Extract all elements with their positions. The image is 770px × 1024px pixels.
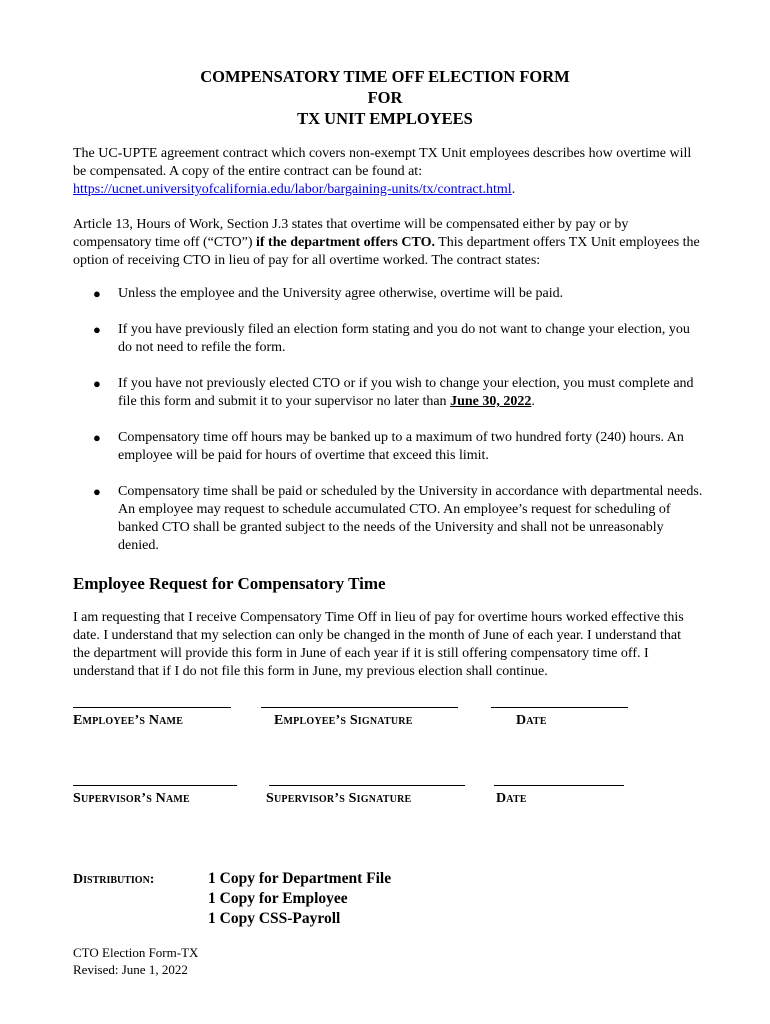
list-item: [73, 429, 703, 465]
title-line-2: FOR: [367, 88, 403, 107]
list-item-text: If you have previously filed an election form stating and you do not want to change your election, you do not need to refile the form.: [118, 322, 690, 355]
list-item: [73, 321, 703, 357]
bullet-icon: ●: [93, 484, 101, 499]
article-text-before: Article 13, Hours of Work, Section J.3 states that overtime will be compensated either by pay or by compensatory time off (“CTO”): [73, 217, 629, 250]
employee-signature-label: Employee’s Signature: [274, 713, 413, 728]
footer-form-name: CTO Election Form-TX: [73, 945, 199, 960]
deadline-date: June 30, 2022: [450, 394, 532, 409]
list-item: 1 Copy CSS-Payroll: [208, 910, 341, 927]
document-page: [73, 66, 703, 949]
bullet-icon: ●: [93, 376, 101, 391]
footer-revised-date: Revised: June 1, 2022: [73, 962, 188, 977]
employee-signature-line[interactable]: [261, 707, 458, 708]
article-paragraph: [73, 216, 703, 270]
intro-text: The UC-UPTE agreement contract which covers non-exempt TX Unit employees describes how overtime will be compensated. A copy of the entire contract can be found at:: [73, 146, 692, 179]
bullet-icon: ●: [93, 430, 101, 445]
supervisor-name-line[interactable]: [73, 785, 237, 786]
list-item-text: Compensatory time shall be paid or scheduled by the University in accordance with departmental needs. An employee may request to schedule accumulated CTO. An employee’s request for scheduling of banked CTO shall be granted subject to the needs of the University and shall not be unreasonably denied.: [118, 484, 703, 553]
supervisor-signature-label: Supervisor’s Signature: [266, 791, 412, 806]
employee-name-line[interactable]: [73, 707, 231, 708]
supervisor-date-line[interactable]: [494, 785, 624, 786]
list-item-text: Compensatory time off hours may be banked up to a maximum of two hundred forty (240) hours. An employee will be paid for hours of overtime that exceed this limit.: [118, 430, 684, 463]
request-paragraph: I am requesting that I receive Compensatory Time Off in lieu of pay for overtime hours worked effective this date. I understand that my selection can only be changed in the month of June of each year. I understand that the department will provide this form in June of each year if it is still offering compensatory time off. I understand that if I do not file this form in June, my previous election shall continue.: [73, 610, 684, 679]
title-line-3: TX UNIT EMPLOYEES: [297, 109, 473, 128]
list-item-text: If you have not previously elected CTO or if you wish to change your election, you must complete and file this form and submit it to your supervisor no later than: [118, 376, 694, 409]
distribution-label: Distribution:: [73, 872, 155, 887]
request-heading: Employee Request for Compensatory Time: [73, 574, 386, 593]
employee-signature-row: [73, 707, 703, 787]
list-item: [73, 285, 703, 303]
employee-date-line[interactable]: [491, 707, 628, 708]
list-item-suffix: .: [531, 394, 535, 409]
distribution-block: [73, 869, 703, 949]
article-text-after: This department offers TX Unit employees the option of receiving CTO in lieu of pay for all overtime worked. The contract states:: [73, 235, 700, 268]
bullet-icon: ●: [93, 286, 101, 301]
employee-date-label: Date: [516, 713, 547, 728]
supervisor-name-label: Supervisor’s Name: [73, 791, 190, 806]
list-item: 1 Copy for Department File: [208, 870, 392, 887]
list-item: [73, 375, 703, 411]
page-footer: [73, 944, 198, 978]
bullet-icon: ●: [93, 322, 101, 337]
employee-name-label: Employee’s Name: [73, 713, 184, 728]
list-item-text: Unless the employee and the University agree otherwise, overtime will be paid.: [118, 286, 564, 301]
supervisor-signature-row: [73, 787, 703, 865]
list-item: 1 Copy for Employee: [208, 890, 348, 907]
supervisor-date-label: Date: [496, 791, 527, 806]
intro-link-suffix: .: [511, 182, 516, 197]
article-bold-text: if the department offers CTO.: [255, 235, 435, 250]
intro-paragraph: [73, 145, 703, 199]
contract-link[interactable]: https://ucnet.universityofcalifornia.edu/labor/bargaining-units/tx/contract.html: [73, 182, 512, 197]
form-title: [73, 66, 697, 129]
contract-terms-list: [73, 285, 703, 555]
distribution-list: [208, 869, 391, 929]
list-item: [73, 483, 703, 555]
supervisor-signature-line[interactable]: [269, 785, 465, 786]
title-line-1: COMPENSATORY TIME OFF ELECTION FORM: [200, 67, 570, 86]
